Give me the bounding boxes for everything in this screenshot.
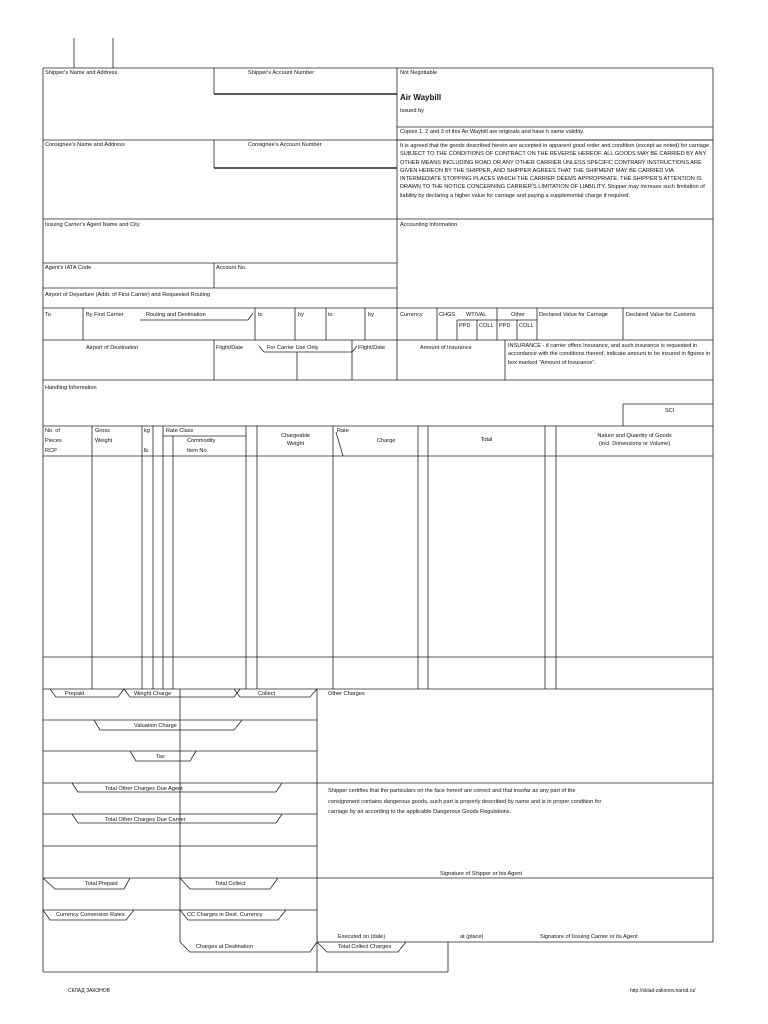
agent-iata-label: Agent's IATA Code [45,265,92,271]
issuing-agent-label: Issuing Carrier's Agent Name and City [45,222,140,228]
charges-at-destination-label: Charges at Destination [196,944,253,950]
ppd-label-2: PPD [499,323,511,329]
not-negotiable-label: Not Negotiable [400,70,438,76]
to-label: To [45,312,51,318]
accounting-info-label: Accounting Information [400,222,458,228]
coll-label-1: COLL [479,323,494,329]
ppd-label-1: PPD [459,323,471,329]
insurance-note: INSURANCE - if carrier offers Insurance, and such insurance is requested in accordance with the conditions thereof, indicate amount to be insured in figures in box marked "Amount of Insurance". [508,343,711,366]
air-waybill-title: Air Waybill [400,93,442,102]
cc-charges-label: CC Charges in Dest. Currency [187,912,263,918]
destination-airport-label: Airport of Destination [86,345,139,351]
shipper-name-label: Shipper's Name and Address [45,70,118,76]
other-charges-label: Other Charges [328,691,365,697]
issued-by-label: Issued by [400,108,424,114]
declared-value-carriage-label: Declared Value for Carriage [539,312,608,318]
rate-label: Rate [337,428,349,434]
to3-label: to [328,312,333,318]
by2-label: by [298,312,304,318]
currency-conversion-label: Currency Conversion Rates [56,912,125,918]
kg-label: kg [144,428,150,434]
total-label: Total [480,437,493,443]
footer-watermark: СКЛАД ЗАКОНОВ [68,988,111,994]
pieces-label: Pieces [45,438,62,444]
prepaid-label: Prepaid [65,691,85,697]
rcp-label: RCP [45,448,57,454]
due-agent-label: Total Other Charges Due Agent [105,786,183,792]
dimensions-volume-label: (incl. Dimensions or Volume) [598,441,671,447]
coll-label-2: COLL [519,323,534,329]
to2-label: to [258,312,263,318]
executed-on-label: Executed on (date) [338,934,386,940]
sci-label: SCI [665,408,675,414]
other-label: Other [511,312,525,318]
chargeable-weight-label: Weight [286,441,305,447]
carrier-signature-label: Signature of Issuing Carrier or its Agent [540,934,638,940]
shipper-signature-label: Signature of Shipper or his Agent [440,871,523,877]
chgs-label: CHGS [439,312,456,318]
total-collect-charges-label: Total Collect Charges [338,944,392,950]
by3-label: by [368,312,374,318]
weight-charge-label: Weight Charge [134,691,172,697]
first-carrier-label: By First Carrier [86,312,124,318]
consignee-name-label: Consignee's Name and Address [45,142,125,148]
wtval-label: WT/VAL [466,312,487,318]
flight-date-label-1: Flight/Date [216,345,244,351]
declared-value-customs-label: Declared Value for Customs [626,312,696,318]
departure-airport-label: Airport of Departure (Addr. of First Carrier) and Requested Routing [45,292,211,298]
lb-label: lb [144,448,149,454]
charge-label: Charge [377,438,396,444]
collect-label: Collect [258,691,276,697]
chargeable-label: Chargeable [281,433,310,439]
consignee-account-label: Consignee's Account Number [248,142,322,148]
copies-note: Copies 1, 2 and 3 of this Air Waybill are originals and have h same validity. [400,129,585,135]
contract-conditions-text: It is agreed that the goods described herein are accepted in apparent good order and condition (except as noted) for carriage SUBJECT TO THE CONDITIONS OF CONTRACT ON THE REVERSE HEREOF. ALL GOODS MAY BE CARRIED BY ANY OTHER MEANS INCLUDING ROAD OR ANY OTHER CARRIER UNLESS SPECIFIC CONTRARY INSTRUCTIONS ARE GIVEN HEREON BY THE SHIPPER, AND SHIPPER AGREES THAT THE SHIPMENT MAY BE CARRIED VIA INTERMEDIATE STOPPING PLACES WHICH THE CARRIER DEEMS APPROPRIATE. THE SHIPPER'S ATTENTION IS DRAWN TO THE NOTICE CONCERNING CARRIER'S LIMITATION OF LIABILITY. Shipper may increase such limitation of liability by declaring a higher value for carriage and paying a supplemental charge if required. [400,143,710,199]
carrier-use-only-label: For Carrier Use Only [267,345,319,351]
item-no-label: Item No. [187,448,209,454]
no-of-label: No. of [45,428,60,434]
routing-destination-label: Routing and Destination [146,312,206,318]
account-no-label: Account No. [216,265,247,271]
weight-label: Weight [95,438,113,444]
footer-url: http://sklad-zakonov.narod.ru/ [630,988,696,994]
total-collect-label: Total Collect [215,881,246,887]
nature-goods-label: Nature and Quantity of Goods [597,433,672,439]
tax-label: Tax [156,754,165,760]
handling-info-label: Handling Information [45,385,97,391]
rate-class-label: Rate Class [166,428,194,434]
total-prepaid-label: Total Prepaid [85,881,118,887]
commodity-label: Commodity [187,438,216,444]
shipper-account-label: Shipper's Account Number [248,70,315,76]
shipper-certification: Shipper certifies that the particulars on the face hereof are correct and that insofar as any part of the consignment contains dangerous goods, such part is properly described by name and is in proper condition for carriage by air according to the applicable Dangerous Goods Regulations. [328,788,602,815]
at-place-label: at (place) [460,934,484,940]
valuation-charge-label: Valuation Charge [134,723,177,729]
flight-date-label-2: Flight/Date [358,345,386,351]
amount-insurance-label: Amount of Insurance [420,345,472,351]
currency-label: Currency [400,312,423,318]
due-carrier-label: Total Other Charges Due Carrier [105,817,186,823]
gross-label: Gross [95,428,110,434]
